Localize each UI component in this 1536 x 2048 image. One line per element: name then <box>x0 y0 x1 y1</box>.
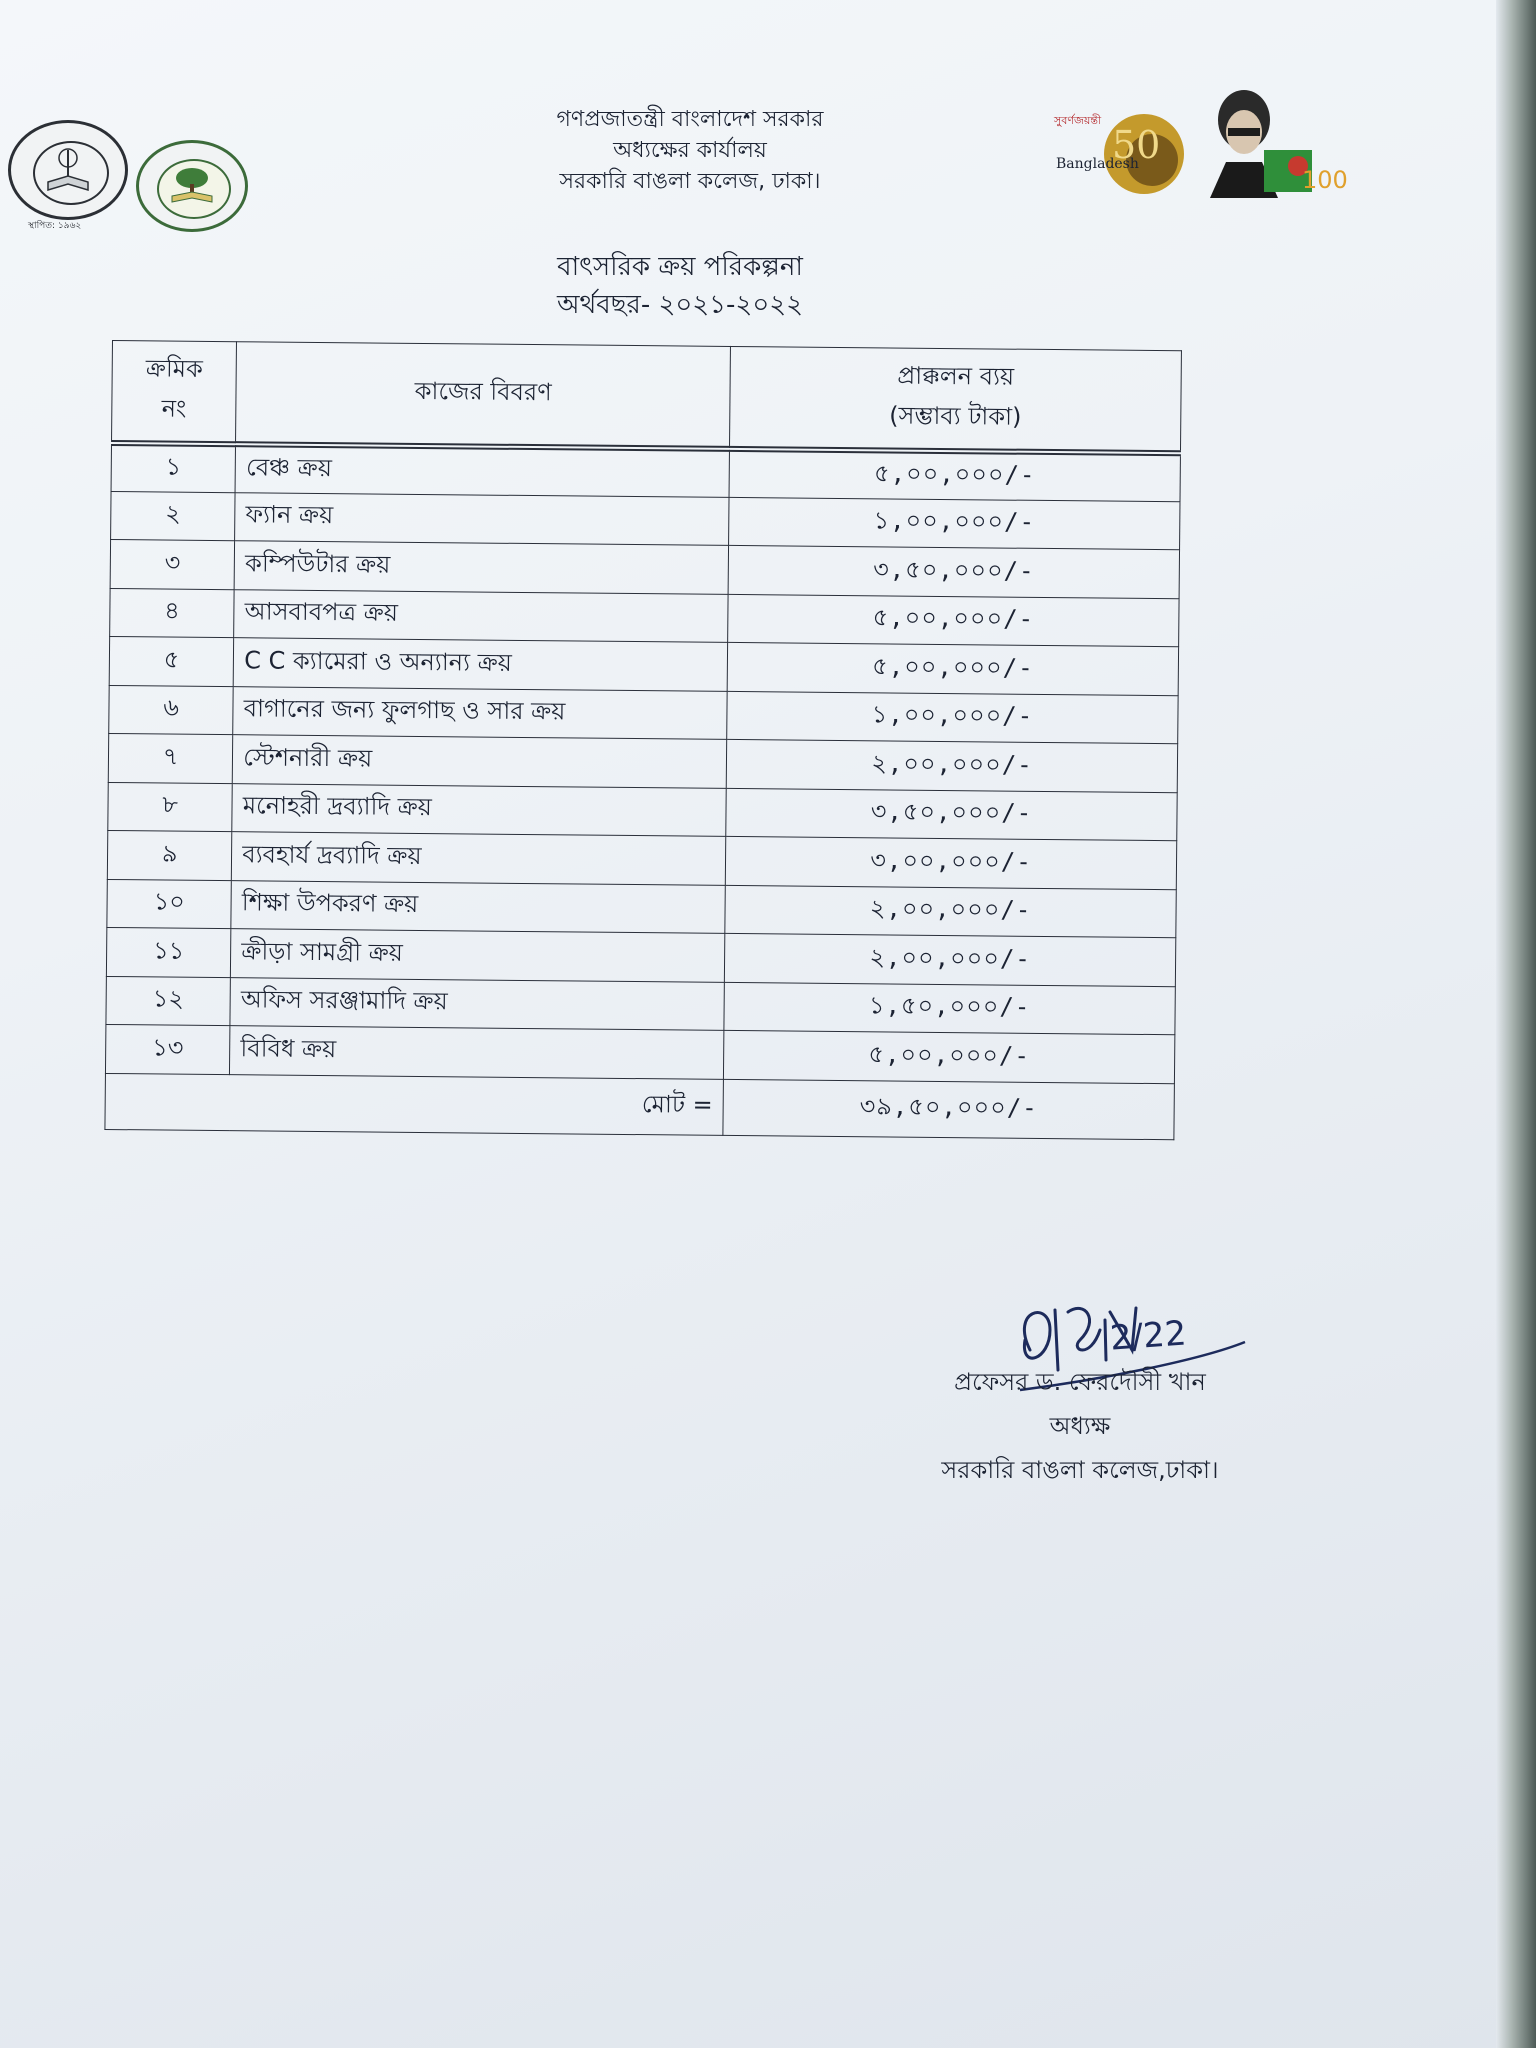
row-serial: ১০ <box>107 879 232 929</box>
golden-jubilee-logo <box>1054 102 1184 200</box>
row-serial: ৩ <box>110 539 235 589</box>
table-total-row <box>105 1073 1174 1139</box>
total-label: মোট = <box>105 1073 724 1135</box>
header-cost <box>730 346 1182 452</box>
book-pen-icon <box>8 120 128 220</box>
jubilee-country: Bangladesh <box>1056 156 1139 172</box>
row-serial: ৯ <box>107 830 232 880</box>
row-serial: ৫ <box>109 636 234 686</box>
government-header <box>480 104 900 197</box>
header-serial-line2: নং <box>161 394 187 423</box>
header-line-3: সরকারি বাঙলা কলেজ, ঢাকা। <box>559 169 821 194</box>
title-line-1: বাৎসরিক ক্রয় পরিকল্পনা <box>557 252 803 282</box>
row-serial: ৮ <box>108 782 233 832</box>
row-amount: ১,০০,০০০/- <box>729 497 1180 550</box>
signature-date: 2/22 <box>1108 1313 1188 1359</box>
row-amount: ২,০০,০০০/- <box>726 739 1177 792</box>
header-serial <box>112 341 237 444</box>
row-amount: ২,০০,০০০/- <box>724 933 1175 986</box>
row-description: কম্পিউটার ক্রয় <box>234 541 728 594</box>
header-line-1: গণপ্রজাতন্ত্রী বাংলাদেশ সরকার <box>556 107 824 132</box>
seal-founded-text: স্থাপিত: ১৯৬২ <box>28 221 82 231</box>
college-seal-logo <box>8 120 128 220</box>
row-description: আসবাবপত্র ক্রয় <box>234 589 728 642</box>
header-cost-line1: প্রাক্কলন ব্যয় <box>897 361 1015 391</box>
row-serial: ১২ <box>106 976 231 1026</box>
row-amount: ১,৫০,০০০/- <box>724 982 1175 1035</box>
row-description: অফিস সরঞ্জামাদি ক্রয় <box>230 977 724 1030</box>
header-description: কাজের বিবরণ <box>236 342 731 449</box>
total-amount: ৩৯,৫০,০০০/- <box>723 1079 1174 1139</box>
row-amount: ২,০০,০০০/- <box>725 885 1176 938</box>
purchase-plan-table <box>104 340 1182 1140</box>
row-serial: ২ <box>111 491 236 541</box>
svg-text:সুবর্ণজয়ন্তী: সুবর্ণজয়ন্তী <box>1054 114 1102 127</box>
signatory-name: প্রফেসর ড. ফেরদৌসী খান <box>954 1368 1206 1396</box>
row-description: স্টেশনারী ক্রয় <box>233 735 727 788</box>
row-serial: ১ <box>111 443 236 493</box>
header-cost-line2: (সম্ভাব্য টাকা) <box>889 401 1022 431</box>
row-amount: ৩,৫০,০০০/- <box>728 545 1179 598</box>
header-line-2: অধ্যক্ষের কার্যালয় <box>613 138 767 163</box>
row-amount: ৩,৫০,০০০/- <box>726 788 1177 841</box>
row-description: বেঞ্চ ক্রয় <box>235 444 729 497</box>
row-description: C C ক্যামেরা ও অন্যান্য ক্রয় <box>233 638 727 691</box>
row-amount: ৫,০০,০০০/- <box>728 594 1179 647</box>
signatory-block <box>900 1360 1260 1492</box>
row-description: বিবিধ ক্রয় <box>230 1026 724 1079</box>
row-amount: ৫,০০,০০০/- <box>727 642 1178 695</box>
row-amount: ১,০০,০০০/- <box>727 691 1178 744</box>
page-edge-shadow <box>1496 0 1536 2048</box>
header-serial-line1: ক্রমিক <box>145 354 204 384</box>
row-serial: ৪ <box>110 588 235 638</box>
row-description: মনোহরী দ্রব্যাদি ক্রয় <box>232 783 726 836</box>
table-header-row <box>112 341 1182 453</box>
row-serial: ১৩ <box>105 1024 230 1074</box>
mujib-100-logo <box>1198 80 1348 200</box>
document-title <box>470 248 890 324</box>
row-amount: ৫,০০,০০০/- <box>729 448 1180 501</box>
row-description: ফ্যান ক্রয় <box>235 492 729 545</box>
row-serial: ৭ <box>108 733 233 783</box>
row-description: ক্রীড়া সামগ্রী ক্রয় <box>231 929 725 982</box>
row-amount: ৩,০০,০০০/- <box>725 836 1176 889</box>
row-serial: ৬ <box>109 685 234 735</box>
tree-book-icon <box>136 140 248 232</box>
signatory-designation: অধ্যক্ষ <box>1049 1412 1111 1440</box>
education-board-logo <box>136 140 248 232</box>
mujib-number: 100 <box>1302 166 1348 194</box>
jubilee-number: 50 <box>1112 123 1161 167</box>
title-line-2: অর্থবছর- ২০২১-২০২২ <box>556 290 804 320</box>
row-description: শিক্ষা উপকরণ ক্রয় <box>231 880 725 933</box>
row-amount: ৫,০০,০০০/- <box>723 1030 1174 1083</box>
signatory-institution: সরকারি বাঙলা কলেজ,ঢাকা। <box>941 1456 1219 1484</box>
row-serial: ১১ <box>106 927 231 977</box>
row-description: বাগানের জন্য ফুলগাছ ও সার ক্রয় <box>233 686 727 739</box>
row-description: ব্যবহার্য দ্রব্যাদি ক্রয় <box>232 832 726 885</box>
